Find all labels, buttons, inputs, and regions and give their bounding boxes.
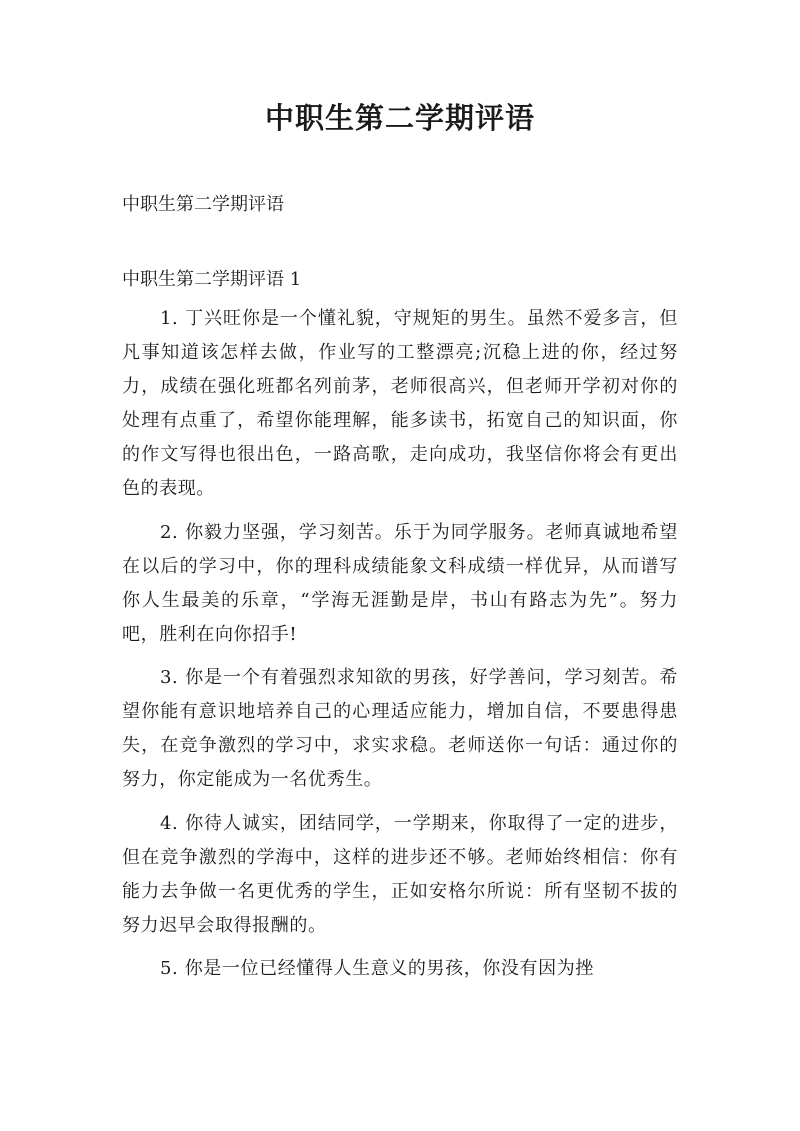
document-title: 中职生第二学期评语 bbox=[264, 101, 535, 135]
paragraph: 5. 你是一位已经懂得人生意义的男孩，你没有因为挫 bbox=[160, 958, 594, 979]
paragraph: 1. 丁兴旺你是一个懂礼貌，守规矩的男生。虽然不爱多言，但凡事知道该怎样去做，作业写的工整漂亮;沉稳上进的你，经过努力，成绩在强化班都名列前茅，老师很高兴，但老师开学初对你的处理有点重了，希望你能理解，能多读书，拓宽自己的知识面，你的作文写得也很出色，一路高歌，走向成功，我坚信你将会有更出色的表现。 bbox=[122, 308, 678, 499]
document-subtitle: 中职生第二学期评语 bbox=[122, 194, 284, 215]
section-heading: 中职生第二学期评语 1 bbox=[122, 269, 302, 290]
document-body bbox=[122, 302, 678, 996]
paragraph: 2. 你毅力坚强，学习刻苦。乐于为同学服务。老师真诚地希望在以后的学习中，你的理科成绩能象文科成绩一样优异，从而谱写你人生最美的乐章，“学海无涯勤是岸，书山有路志为先”。努力吧，胜利在向你招手! bbox=[122, 521, 678, 645]
paragraph: 3. 你是一个有着强烈求知欲的男孩，好学善问，学习刻苦。希望你能有意识地培养自己的心理适应能力，增加自信，不要患得患失，在竞争激烈的学习中，求实求稳。老师送你一句话：通过你的努力，你定能成为一名优秀生。 bbox=[122, 667, 678, 790]
paragraph: 4. 你待人诚实，团结同学，一学期来，你取得了一定的进步，但在竞争激烈的学海中，这样的进步还不够。老师始终相信：你有能力去争做一名更优秀的学生，正如安格尔所说：所有坚韧不拔的努力迟早会取得报酬的。 bbox=[122, 812, 678, 936]
